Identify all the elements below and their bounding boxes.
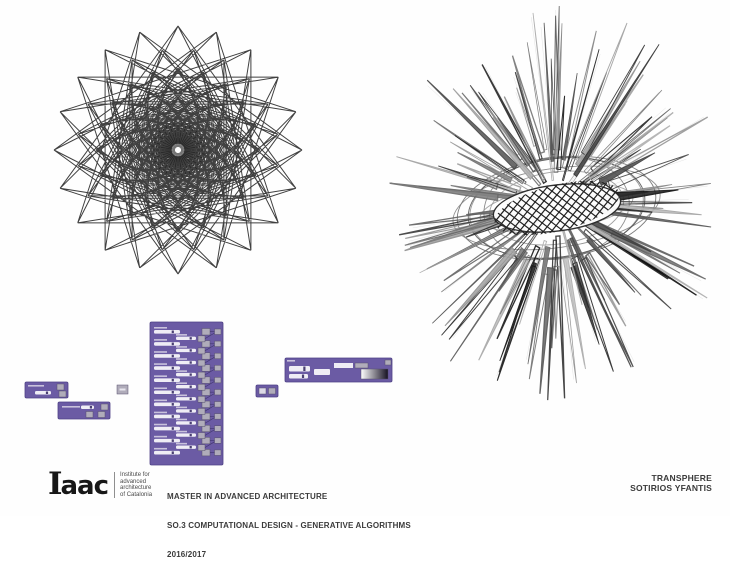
tagline-line: architecture — [120, 485, 152, 492]
project-title: TRANSPHERE — [630, 473, 712, 483]
author-name: SOTIRIOS YFANTIS — [630, 483, 712, 493]
iaac-logo — [48, 469, 152, 500]
project-credits — [630, 473, 712, 493]
tagline-line: Institute for — [120, 472, 152, 479]
gh-block-wide — [285, 358, 392, 382]
logo-divider — [114, 472, 115, 498]
tagline-line: of Catalonia — [120, 492, 152, 499]
program-line-course: SO.3 COMPUTATIONAL DESIGN - GENERATIVE ALGORITHMS — [167, 521, 411, 531]
grasshopper-node-diagram — [25, 322, 392, 465]
gh-block-mini — [25, 382, 68, 398]
program-title-block — [167, 472, 411, 580]
iaac-wordmark — [48, 469, 108, 500]
gh-block-node — [117, 385, 128, 394]
program-line-master: MASTER IN ADVANCED ARCHITECTURE — [167, 492, 411, 502]
program-line-year: 2016/2017 — [167, 550, 411, 560]
logo-letters-aac: aac — [61, 473, 109, 499]
logo-tagline — [120, 469, 152, 498]
tagline-line: advanced — [120, 479, 152, 486]
logo-letter-i: I — [48, 469, 61, 500]
star-wireframe-figure — [54, 26, 302, 274]
gh-block-panel — [150, 322, 223, 465]
gh-block-pair — [256, 385, 278, 397]
transphere-3d-figure — [390, 6, 711, 400]
gh-block-mini2 — [58, 402, 110, 419]
